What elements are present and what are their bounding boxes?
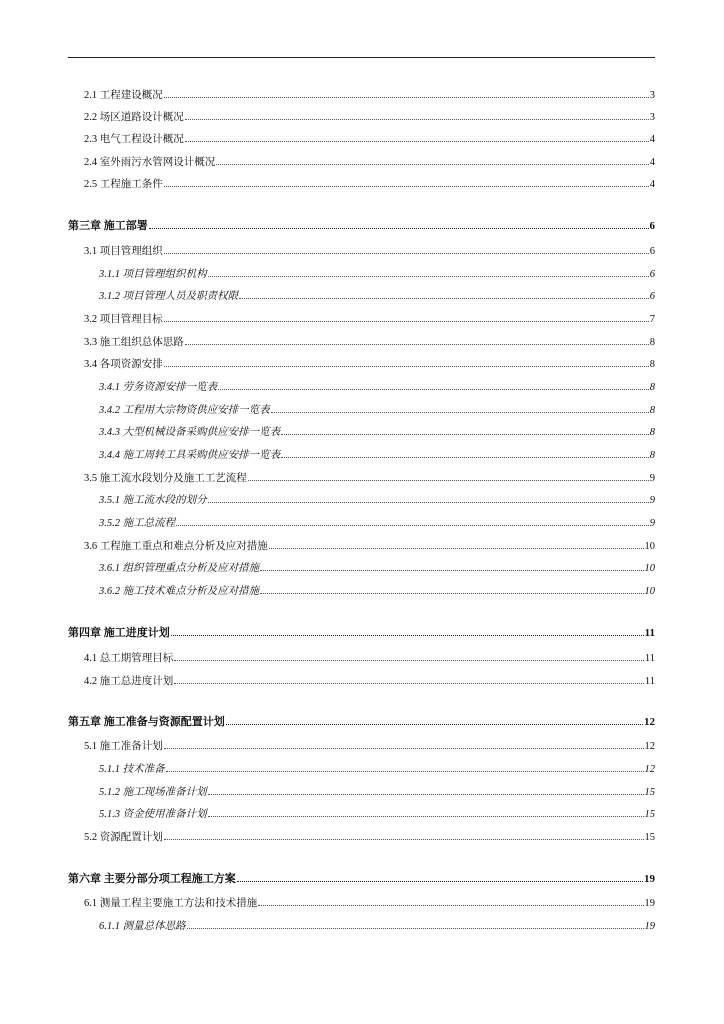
toc-subentry-title: 5.1.1 技术准备 [99,764,165,775]
dot-leader [185,141,649,142]
toc-entry-page: 10 [644,541,655,552]
dot-leader [260,593,643,594]
toc-entry-page: 19 [644,898,655,909]
toc-subentry-page: 6 [649,269,655,280]
toc-subentry-page: 15 [644,787,655,798]
toc-entry-title: 3.2 项目管理目标 [84,314,163,325]
toc-entry[interactable] [84,133,655,147]
dot-leader [187,928,644,929]
dot-leader [171,635,644,636]
toc-subentry[interactable] [99,786,655,800]
toc-subentry-page: 10 [644,563,655,574]
toc-subentry[interactable] [99,426,655,440]
toc-chapter-title: 第三章 施工部署 [68,220,148,232]
toc-subentry[interactable] [99,808,655,822]
dot-leader [174,660,644,661]
dot-leader [281,457,649,458]
toc-subentry-page: 15 [644,809,655,820]
toc-entry[interactable] [84,336,655,350]
dot-leader [208,502,649,503]
toc-entry-title: 6.1 测量工程主要施工方法和技术措施 [84,898,258,909]
toc-chapter-title: 第六章 主要分部分项工程施工方案 [68,873,236,885]
dot-leader [164,186,649,187]
toc-entry[interactable] [84,245,655,259]
toc-entry-page: 8 [649,359,655,370]
toc-subentry[interactable] [99,381,655,395]
toc-chapter[interactable] [68,715,655,729]
toc-subentry[interactable] [99,517,655,531]
toc-subentry-title: 5.1.2 施工现场准备计划 [99,787,207,798]
dot-leader [239,298,649,299]
toc-subentry[interactable] [99,562,655,576]
toc-subentry-page: 19 [644,921,655,932]
toc-entry-title: 2.5 工程施工条件 [84,179,163,190]
dot-leader [226,724,643,725]
dot-leader [164,321,649,322]
toc-subentry-title: 3.5.1 施工流水段的划分 [99,495,207,506]
toc-entry-title: 3.4 各项资源安排 [84,359,163,370]
toc-entry-title: 4.2 施工总进度计划 [84,676,174,687]
dot-leader [216,164,649,165]
toc-entry-page: 11 [644,676,655,687]
toc-entry[interactable] [84,652,655,666]
toc-chapter-page: 19 [644,873,655,885]
toc-subentry-page: 10 [644,586,655,597]
toc-entry-title: 3.1 项目管理组织 [84,246,163,257]
toc-entry-page: 4 [649,179,655,190]
dot-leader [185,344,649,345]
dot-leader [149,228,649,229]
dot-leader [174,683,644,684]
toc-subentry[interactable] [99,585,655,599]
toc-subentry-title: 3.6.2 施工技术难点分析及应对措施 [99,586,260,597]
toc-subentry-page: 8 [649,382,655,393]
dot-leader [164,97,649,98]
toc-subentry[interactable] [99,290,655,304]
toc-subentry[interactable] [99,449,655,463]
toc-subentry[interactable] [99,404,655,418]
toc-entry[interactable] [84,472,655,486]
toc-chapter-page: 6 [649,220,655,232]
toc-entry-title: 2.2 场区道路设计概况 [84,112,184,123]
dot-leader [260,570,643,571]
toc-subentry-page: 8 [649,405,655,416]
dot-leader [237,881,643,882]
toc-subentry-title: 6.1.1 测量总体思路 [99,921,186,932]
dot-leader [164,839,644,840]
toc-subentry-page: 8 [649,450,655,461]
toc-subentry[interactable] [99,763,655,777]
toc-subentry[interactable] [99,494,655,508]
toc-subentry-title: 5.1.3 资金使用准备计划 [99,809,207,820]
toc-subentry-page: 9 [649,495,655,506]
dot-leader [208,794,644,795]
toc-entry[interactable] [84,831,655,845]
toc-entry-page: 11 [644,653,655,664]
dot-leader [166,771,644,772]
toc-subentry[interactable] [99,268,655,282]
dot-leader [185,119,649,120]
toc-chapter-title: 第五章 施工准备与资源配置计划 [68,716,225,728]
toc-entry-page: 15 [644,832,655,843]
toc-subentry-title: 3.4.4 施工周转工具采购供应安排一览表 [99,450,281,461]
dot-leader [218,389,649,390]
dot-leader [248,480,649,481]
toc-entry-title: 2.1 工程建设概况 [84,90,163,101]
toc-entry-page: 9 [649,473,655,484]
dot-leader [164,366,649,367]
dot-leader [269,548,644,549]
toc-entry-title: 5.1 施工准备计划 [84,741,163,752]
toc-entry-page: 7 [649,314,655,325]
toc-entry-page: 3 [649,112,655,123]
toc-entry[interactable] [84,675,655,689]
dot-leader [208,276,649,277]
toc-entry-title: 3.3 施工组织总体思路 [84,337,184,348]
toc-entry[interactable] [84,111,655,125]
toc-subentry-title: 3.4.2 工程用大宗物资供应安排一览表 [99,405,270,416]
toc-entry-page: 12 [644,741,655,752]
dot-leader [164,253,649,254]
dot-leader [164,748,644,749]
dot-leader [258,905,643,906]
toc-entry-page: 4 [649,134,655,145]
toc-chapter[interactable] [68,219,655,233]
toc-chapter-title: 第四章 施工进度计划 [68,627,170,639]
header-rule [68,57,655,58]
toc-entry-page: 4 [649,157,655,168]
toc-entry-page: 8 [649,337,655,348]
toc-subentry-page: 9 [649,518,655,529]
toc-subentry-title: 3.5.2 施工总流程 [99,518,176,529]
toc-chapter[interactable] [68,626,655,640]
toc-chapter[interactable] [68,872,655,886]
toc-chapter-page: 12 [644,716,655,728]
toc-entry-title: 4.1 总工期管理目标 [84,653,174,664]
toc-entry-title: 3.5 施工流水段划分及施工工艺流程 [84,473,247,484]
toc-chapter-page: 11 [644,627,655,639]
toc-entry[interactable] [84,178,655,192]
toc-subentry-title: 3.4.1 劳务资源安排一览表 [99,382,218,393]
toc-subentry-title: 3.6.1 组织管理重点分析及应对措施 [99,563,260,574]
dot-leader [271,412,649,413]
toc-entry-title: 2.3 电气工程设计概况 [84,134,184,145]
dot-leader [281,434,649,435]
toc-entry[interactable] [84,540,655,554]
toc-entry[interactable] [84,89,655,103]
toc-entry-title: 2.4 室外雨污水管网设计概况 [84,157,216,168]
toc-entry[interactable] [84,313,655,327]
toc-subentry[interactable] [99,920,655,934]
dot-leader [208,816,644,817]
toc-entry[interactable] [84,156,655,170]
toc-entry-page: 3 [649,90,655,101]
toc-entry[interactable] [84,897,655,911]
toc-subentry-title: 3.1.1 项目管理组织机构 [99,269,207,280]
toc-subentry-page: 12 [644,764,655,775]
toc-subentry-title: 3.1.2 项目管理人员及职责权限 [99,291,239,302]
dot-leader [176,525,649,526]
toc-entry-title: 3.6 工程施工重点和难点分析及应对措施 [84,541,268,552]
toc-entry[interactable] [84,358,655,372]
toc-entry[interactable] [84,740,655,754]
toc-subentry-title: 3.4.3 大型机械设备采购供应安排一览表 [99,427,281,438]
toc-subentry-page: 8 [649,427,655,438]
toc-entry-page: 6 [649,246,655,257]
toc-subentry-page: 6 [649,291,655,302]
toc-entry-title: 5.2 资源配置计划 [84,832,163,843]
